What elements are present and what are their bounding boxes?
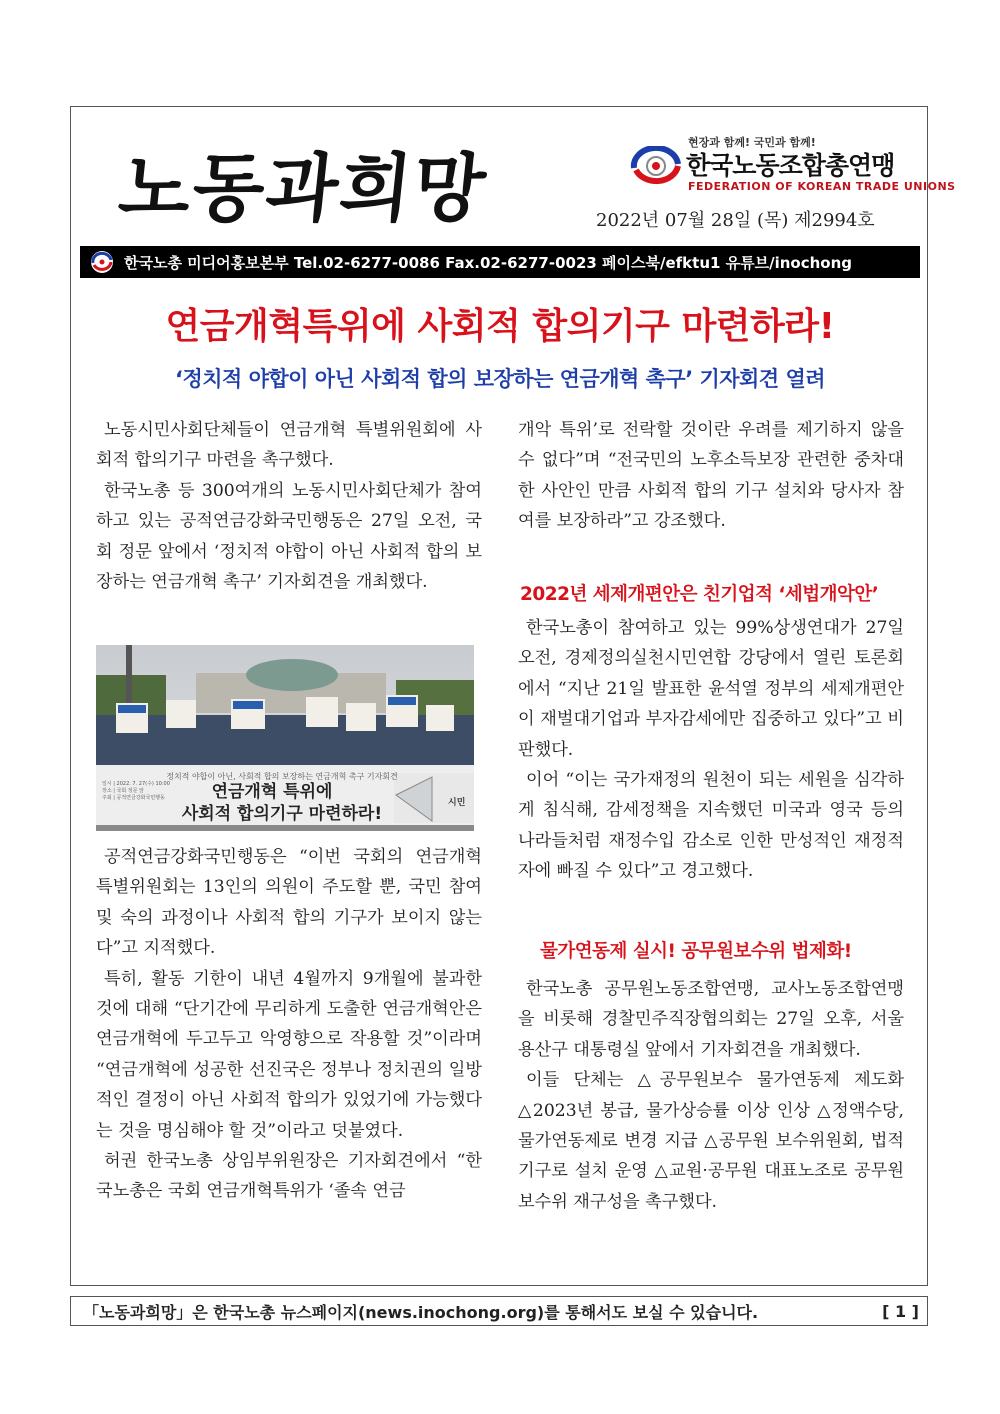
section3-paragraph-1: 한국노총 공무원노동조합연맹, 교사노동조합연맹을 비롯해 경찰민주직장협의회는 27일 오후, 서울 용산구 대통령실 앞에서 기자회견을 개최했다. [518, 979, 904, 1060]
photo-banner-side: 시민 [448, 798, 466, 808]
photo-banner-small-3: 주최 | 공적연금강화국민행동 [102, 795, 165, 801]
photo-banner-line1: 연금개혁 특위에 [211, 782, 333, 802]
headline: 연금개혁특위에 사회적 합의기구 마련하라! [165, 306, 835, 347]
article1-end [518, 415, 904, 537]
article1-paragraph-3: 공적연금강화국민행동은 “이번 국회의 연금개혁 특별위원회는 13인의 의원이 주도할 뿐, 국민 참여 및 숙의 과정이나 사회적 합의 기구가 보이지 않는다”고 지적했다. [96, 847, 482, 959]
section2-paragraph-2: 이어 “이는 국가재정의 원천이 되는 세원을 심각하게 침식해, 감세정책을 지속했던 미국과 영국 등의 나라들처럼 재정수입 감소로 인한 만성적인 재정적자에 빠질 수 있다”고 경고했다. [518, 770, 904, 882]
photo-banner-small-1: 일시 | 2022. 7. 27(수) 10:00 [102, 781, 170, 787]
fktu-logo-icon [630, 146, 682, 186]
issue-date: 2022년 07월 28일 (목) 제2994호 [596, 210, 875, 231]
press-conference-photo [96, 645, 474, 831]
contact-text: 한국노총 미디어홍보본부 Tel.02-6277-0086 Fax.02-6277-0023 페이스북/efktu1 유튜브/inochong [124, 253, 853, 272]
contact-bar [80, 246, 920, 278]
footer-text: 「노동과희망」은 한국노총 뉴스페이지(news.inochong.org)를 통해서도 보실 수 있습니다. [83, 1302, 759, 1322]
article1-paragraph-4: 특히, 활동 기한이 내년 4월까지 9개월에 불과한 것에 대해 “단기간에 무리하게 도출한 연금개혁안은 연금개혁에 두고두고 악영향으로 작용할 것”이라며 “연금개혁에 성공한 선진국은 정부나 정치권의 일방적인 결정이 아닌 사회적 합의가 있었기에 가능했다는 것을 명심해야 할 것”이라고 덧붙였다. [96, 968, 482, 1141]
org-name: 한국노동조합총연맹 [686, 151, 895, 180]
article1-paragraph-1: 노동시민사회단체들이 연금개혁 특별위원회에 사회적 합의기구 마련을 촉구했다. [96, 420, 482, 471]
org-name-en: FEDERATION OF KOREAN TRADE UNIONS [688, 180, 956, 193]
article1-paragraph-6: 개악 특위’로 전락할 것이란 우려를 제기하지 않을 수 없다”며 “전국민의 노후소득보장 관련한 중차대한 사안인 만큼 사회적 합의 기구 설치와 당사자 참여를 보장하라”고 강조했다. [518, 420, 904, 532]
org-slogan: 현장과 함께! 국민과 함께! [688, 136, 816, 149]
photo-banner-small-2: 장소 | 국회 정문 앞 [102, 788, 144, 794]
subheadline: ‘정치적 야합이 아닌 사회적 합의 보장하는 연금개혁 촉구’ 기자회견 열려 [174, 367, 826, 391]
section3-paragraph-2: 이들 단체는 △공무원보수 물가연동제 제도화 △2023년 봉급, 물가상승률 이상 인상 △정액수당, 물가연동제로 변경 지급 △공무원 보수위원회, 법적 기구로 설치 운영 △교원·공무원 대표노조로 공무원보수위 재구성을 촉구했다. [518, 1070, 904, 1212]
section3-title: 물가연동제 실시! 공무원보수위 법제화! [540, 941, 852, 962]
newsletter-title: 노동과희망 [114, 146, 492, 232]
article1-paragraph-5: 허권 한국노총 상임부위원장은 기자회견에서 “한국노총은 국회 연금개혁특위가 ‘졸속 연금 [96, 1151, 482, 1202]
section2-body [518, 613, 904, 887]
section2-paragraph-1: 한국노총이 참여하고 있는 99%상생연대가 27일 오전, 경제정의실천시민연합 강당에서 열린 토론회에서 “지난 21일 발표한 윤석열 정부의 세제개편안이 재벌대기업과 부자감세에만 집중하고 있다”고 비판했다. [518, 618, 904, 760]
section2-title: 2022년 세제개편안은 친기업적 ‘세법개악안’ [520, 584, 879, 605]
article1-intro [96, 415, 482, 597]
fktu-small-logo-icon [90, 250, 114, 274]
footer-bar [70, 1296, 928, 1326]
photo-banner-top: 정치적 야합이 아닌, 사회적 합의 보장하는 연금개혁 촉구 기자회견 [166, 772, 398, 781]
article1-continued [96, 842, 482, 1207]
article1-paragraph-2: 한국노총 등 300여개의 노동시민사회단체가 참여하고 있는 공적연금강화국민행동은 27일 오전, 국회 정문 앞에서 ‘정치적 야합이 아닌 사회적 합의 보장하는 연금개혁 촉구’ 기자회견을 개최했다. [96, 480, 482, 593]
photo-banner-line2: 사회적 합의기구 마련하라! [181, 804, 383, 824]
section3-body [518, 974, 904, 1217]
page-number: [ 1 ] [882, 1301, 919, 1321]
